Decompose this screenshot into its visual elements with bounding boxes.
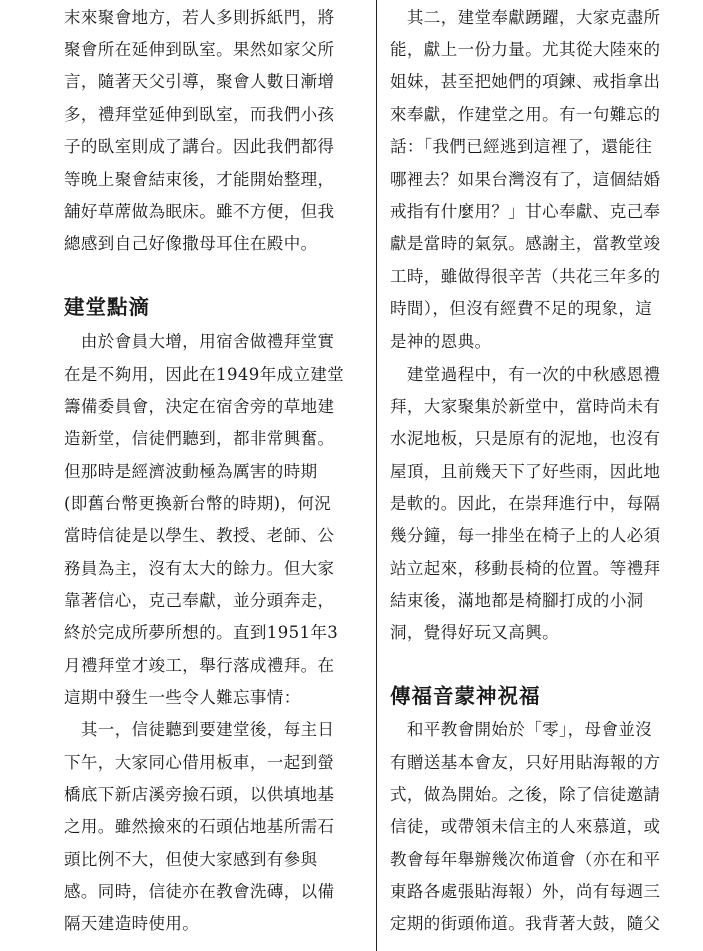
- text-line: 由於會員大增，用宿舍做禮拜堂實: [64, 332, 335, 351]
- text-line: 下午，大家同心借用板車，一起到螢: [64, 753, 335, 772]
- text-line: 等晚上聚會結束後，才能開始整理，: [64, 170, 335, 189]
- text-line: 和平教會開始於「零」，母會並沒: [390, 720, 653, 739]
- text-line: 來奉獻，作建堂之用。有一句難忘的: [390, 105, 661, 124]
- text-line: 但那時是經濟波動極為厲害的時期: [64, 462, 318, 481]
- text-line: 定期的街頭佈道。我背著大鼓，隨父: [390, 914, 661, 933]
- text-line: 靠著信心，克己奉獻，並分頭奔走，: [64, 591, 335, 610]
- text-line: 拜，大家聚集於新堂中，當時尚未有: [390, 397, 661, 416]
- text-line: 總感到自己好像撒母耳住在殿中。: [64, 234, 318, 253]
- text-line: 是神的恩典。: [390, 332, 492, 351]
- text-line: 屋頂，且前幾天下了好些雨，因此地: [390, 462, 661, 481]
- text-line: 有贈送基本會友，只好用貼海報的方: [390, 753, 661, 772]
- text-line: 式，做為開始。之後，除了信徒邀請: [390, 785, 661, 804]
- text-line: 子的臥室則成了講台。因此我們都得: [64, 137, 335, 156]
- text-line: 東路各處張貼海報）外，尚有每週三: [390, 882, 661, 901]
- text-line: 造新堂，信徒們聽到，都非常興奮。: [64, 429, 335, 448]
- text-line: 水泥地板，只是原有的泥地，也沒有: [390, 429, 661, 448]
- text-line: 之用。雖然撿來的石頭佔地基所需石: [64, 817, 335, 836]
- text-line: 能，獻上一份力量。尤其從大陸來的: [390, 40, 661, 59]
- text-line: 幾分鐘，每一排坐在椅子上的人必須: [390, 526, 661, 545]
- text-line: 話：「我們已經逃到這裡了，還能往: [390, 137, 653, 156]
- text-line: 末來聚會地方，若人多則拆紙門，將: [64, 8, 335, 27]
- text-line: 站立起來，移動長椅的位置。等禮拜: [390, 559, 661, 578]
- text-line: 姐妹，甚至把她們的項鍊、戒指拿出: [390, 72, 661, 91]
- text-line: 頭比例不大，但使大家感到有參與: [64, 850, 318, 869]
- text-line: 聚會所在延伸到臥室。果然如家父所: [64, 40, 335, 59]
- section-heading: 傳福音蒙神祝福: [390, 684, 541, 708]
- text-line: 多，禮拜堂延伸到臥室，而我們小孩: [64, 105, 335, 124]
- text-line: 其一，信徒聽到要建堂後，每主日: [64, 720, 335, 739]
- text-line: 橋底下新店溪旁撿石頭，以供填地基: [64, 785, 335, 804]
- text-line: 教會每年舉辦幾次佈道會（亦在和平: [390, 850, 661, 869]
- text-line: 建堂過程中，有一次的中秋感恩禮: [390, 365, 661, 384]
- text-line: 在是不夠用，因此在1949年成立建堂: [64, 365, 345, 384]
- text-line: 務員為主，沒有太大的餘力。但大家: [64, 559, 335, 578]
- text-line: 工時，雖做得很辛苦（共花三年多的: [390, 267, 661, 286]
- section-heading: 建堂點滴: [64, 295, 150, 319]
- column-divider: [376, 0, 377, 951]
- text-line: 舖好草蓆做為眠床。雖不方便，但我: [64, 202, 335, 221]
- text-line: 其二，建堂奉獻踴躍，大家克盡所: [390, 8, 661, 27]
- text-line: 感。同時，信徒亦在教會洗磚，以備: [64, 882, 335, 901]
- text-line: 這期中發生一些令人難忘事情：: [64, 688, 301, 707]
- text-line: 結束後，滿地都是椅腳打成的小洞: [390, 591, 644, 610]
- text-line: 言，隨著天父引導，聚會人數日漸增: [64, 72, 335, 91]
- text-line: 月禮拜堂才竣工，舉行落成禮拜。在: [64, 656, 335, 675]
- text-line: 隔天建造時使用。: [64, 914, 200, 933]
- text-line: 戒指有什麼用？」甘心奉獻、克己奉: [390, 202, 661, 221]
- text-line: 是軟的。因此，在崇拜進行中，每隔: [390, 494, 661, 513]
- text-line: 終於完成所夢所想的。直到1951年3: [64, 623, 339, 642]
- text-line: 信徒，或帶領未信主的人來慕道，或: [390, 817, 661, 836]
- text-line: 籌備委員會，決定在宿舍旁的草地建: [64, 397, 335, 416]
- text-line: 時間），但沒有經費不足的現象，這: [390, 299, 653, 318]
- text-line: 哪裡去？如果台灣沒有了，這個結婚: [390, 170, 661, 189]
- text-line: 當時信徒是以學生、教授、老師、公: [64, 526, 335, 545]
- text-line: (即舊台幣更換新台幣的時期)，何況: [64, 494, 332, 513]
- text-line: 獻是當時的氣氛。感謝主，當教堂竣: [390, 234, 661, 253]
- text-line: 洞，覺得好玩又高興。: [390, 623, 559, 642]
